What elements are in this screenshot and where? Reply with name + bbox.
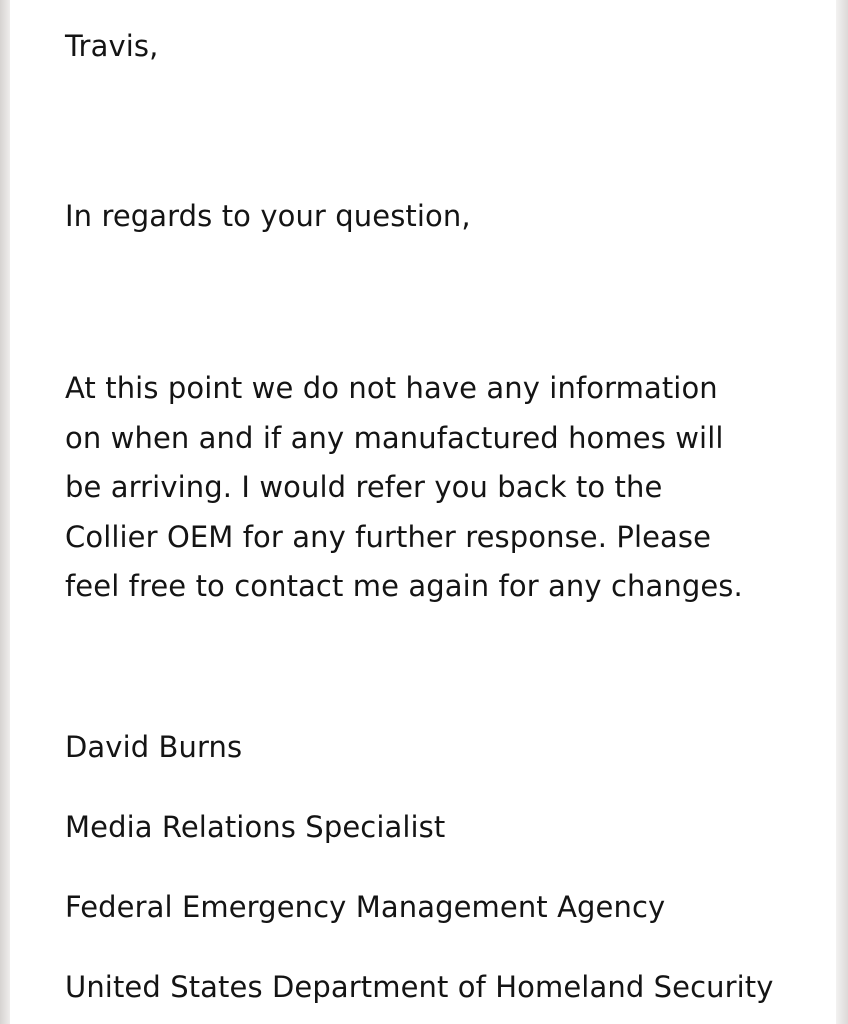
message-line: Collier OEM for any further response. Please: [65, 519, 712, 554]
message-line: At this point we do not have any information: [65, 371, 718, 405]
page-edge-left: [0, 0, 10, 1024]
message-line: on when and if any manufactured homes will: [65, 420, 724, 455]
greeting: Travis,: [65, 29, 159, 63]
message-line: be arriving. I would refer you back to the: [65, 470, 663, 504]
signature-agency: Federal Emergency Management Agency: [65, 890, 666, 924]
signature-name: David Burns: [65, 730, 243, 764]
message-line: feel free to contact me again for any changes.: [65, 569, 743, 603]
signature-title: Media Relations Specialist: [65, 810, 446, 844]
intro-line: In regards to your question,: [65, 199, 471, 233]
email-body: [10, 0, 836, 1024]
signature-department: United States Department of Homeland Security: [65, 970, 774, 1004]
page-edge-right: [836, 0, 848, 1024]
message-paragraph: [65, 364, 743, 612]
